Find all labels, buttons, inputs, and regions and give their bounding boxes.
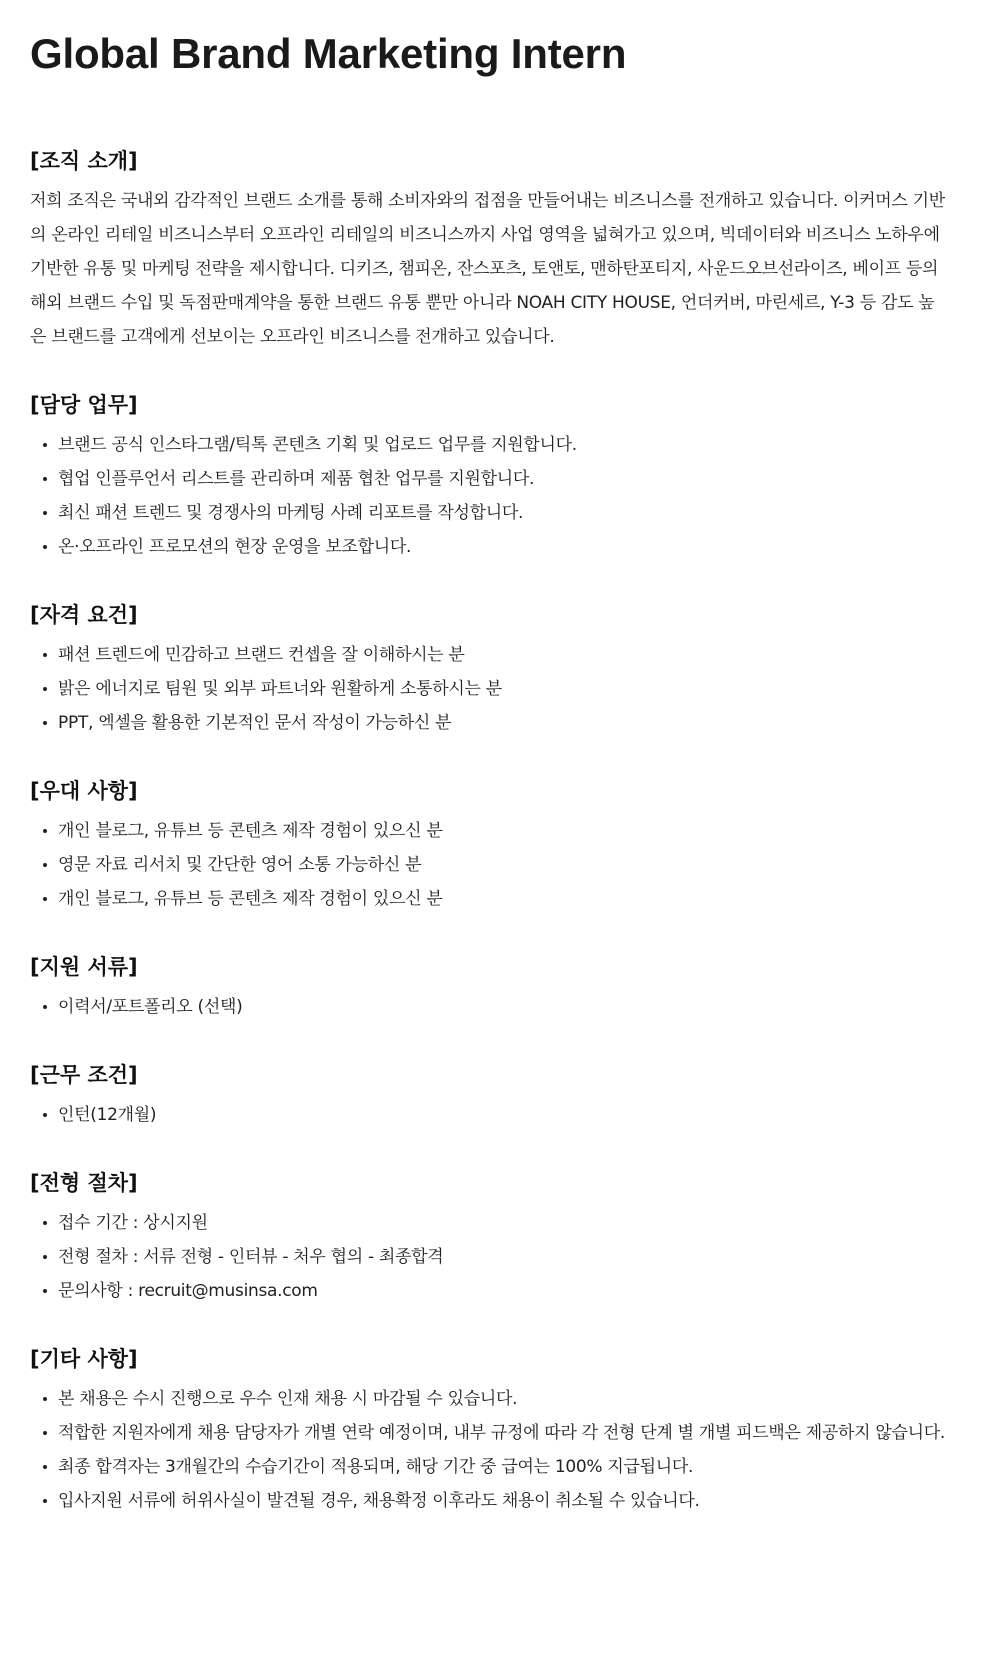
bullet-dot [43,1289,47,1293]
bullet-list [30,1382,948,1518]
bullet-list [30,1206,948,1308]
list-item: 패션 트렌드에 민감하고 브랜드 컨셉을 잘 이해하시는 분 [30,638,948,672]
bullet-dot [43,1005,47,1009]
bullet-dot [43,443,47,447]
section-process [30,1168,948,1308]
bullet-list [30,638,948,740]
bullet-dot [43,829,47,833]
bullet-dot [43,477,47,481]
list-item: 협업 인플루언서 리스트를 관리하며 제품 협찬 업무를 지원합니다. [30,462,948,496]
bullet-dot [43,1113,47,1117]
bullet-dot [43,687,47,691]
list-item: 영문 자료 리서치 및 간단한 영어 소통 가능하신 분 [30,848,948,882]
list-item: 최종 합격자는 3개월간의 수습기간이 적용되며, 해당 기간 중 급여는 100% 지급됩니다. [30,1450,948,1484]
list-item: 문의사항 : recruit@musinsa.com [30,1274,948,1308]
list-item: 브랜드 공식 인스타그램/틱톡 콘텐츠 기획 및 업로드 업무를 지원합니다. [30,428,948,462]
list-item: 적합한 지원자에게 채용 담당자가 개별 연락 예정이며, 내부 규정에 따라 각 전형 단계 별 개별 피드백은 제공하지 않습니다. [30,1416,948,1450]
section-heading: [기타 사항] [30,1347,138,1371]
bullet-dot [43,721,47,725]
page-title: Global Brand Marketing Intern [30,30,627,77]
bullet-dot [43,1431,47,1435]
bullet-dot [43,511,47,515]
section-heading: [근무 조건] [30,1063,138,1087]
bullet-list [30,428,948,564]
section-duties [30,390,948,564]
bullet-list [30,814,948,916]
section-heading: [전형 절차] [30,1171,138,1195]
list-item: 인턴(12개월) [30,1098,948,1132]
bullet-dot [43,897,47,901]
list-item: 전형 절차 : 서류 전형 - 인터뷰 - 처우 협의 - 최종합격 [30,1240,948,1274]
section-requirements [30,600,948,740]
section-preferred [30,776,948,916]
section-etc [30,1344,948,1518]
bullet-dot [43,653,47,657]
list-item: 밝은 에너지로 팀원 및 외부 파트너와 원활하게 소통하시는 분 [30,672,948,706]
bullet-dot [43,1397,47,1401]
bullet-list [30,1098,948,1132]
list-item: 본 채용은 수시 진행으로 우수 인재 채용 시 마감될 수 있습니다. [30,1382,948,1416]
bullet-list [30,990,948,1024]
section-heading: [자격 요건] [30,603,138,627]
section-heading: [담당 업무] [30,393,138,417]
section-heading: [우대 사항] [30,779,138,803]
bullet-dot [43,1255,47,1259]
bullet-dot [43,545,47,549]
section-heading: [조직 소개] [30,149,138,173]
section-intro [30,146,948,354]
section-documents [30,952,948,1024]
list-item: 최신 패션 트렌드 및 경쟁사의 마케팅 사례 리포트를 작성합니다. [30,496,948,530]
list-item: PPT, 엑셀을 활용한 기본적인 문서 작성이 가능하신 분 [30,706,948,740]
bullet-dot [43,1465,47,1469]
list-item: 개인 블로그, 유튜브 등 콘텐츠 제작 경험이 있으신 분 [30,814,948,848]
list-item: 개인 블로그, 유튜브 등 콘텐츠 제작 경험이 있으신 분 [30,882,948,916]
list-item: 접수 기간 : 상시지원 [30,1206,948,1240]
bullet-dot [43,1221,47,1225]
section-heading: [지원 서류] [30,955,138,979]
list-item: 이력서/포트폴리오 (선택) [30,990,948,1024]
list-item: 입사지원 서류에 허위사실이 발견될 경우, 채용확정 이후라도 채용이 취소될 수 있습니다. [30,1484,948,1518]
bullet-dot [43,863,47,867]
intro-text: 저희 조직은 국내외 감각적인 브랜드 소개를 통해 소비자와의 접점을 만들어내는 비즈니스를 전개하고 있습니다. 이커머스 기반의 온라인 리테일 비즈니스부터 오프라인 리테일의 비즈니스까지 사업 영역을 넓혀가고 있으며, 빅데이터와 비즈니스 노하우에 기반한 유통 및 마케팅 전략을 제시합니다. 디키즈, 챔피온, 잔스포츠, 토앤토, 맨하탄포티지, 사운드오브선라이즈, 베이프 등의 해외 브랜드 수입 및 독점판매계약을 통한 브랜드 유통 뿐만 아니라 NOAH CITY HOUSE, 언더커버, 마린세르, Y-3 등 감도 높은 브랜드를 고객에게 선보이는 오프라인 비즈니스를 전개하고 있습니다. [30,191,945,347]
section-conditions [30,1060,948,1132]
list-item: 온·오프라인 프로모션의 현장 운영을 보조합니다. [30,530,948,564]
bullet-dot [43,1499,47,1503]
